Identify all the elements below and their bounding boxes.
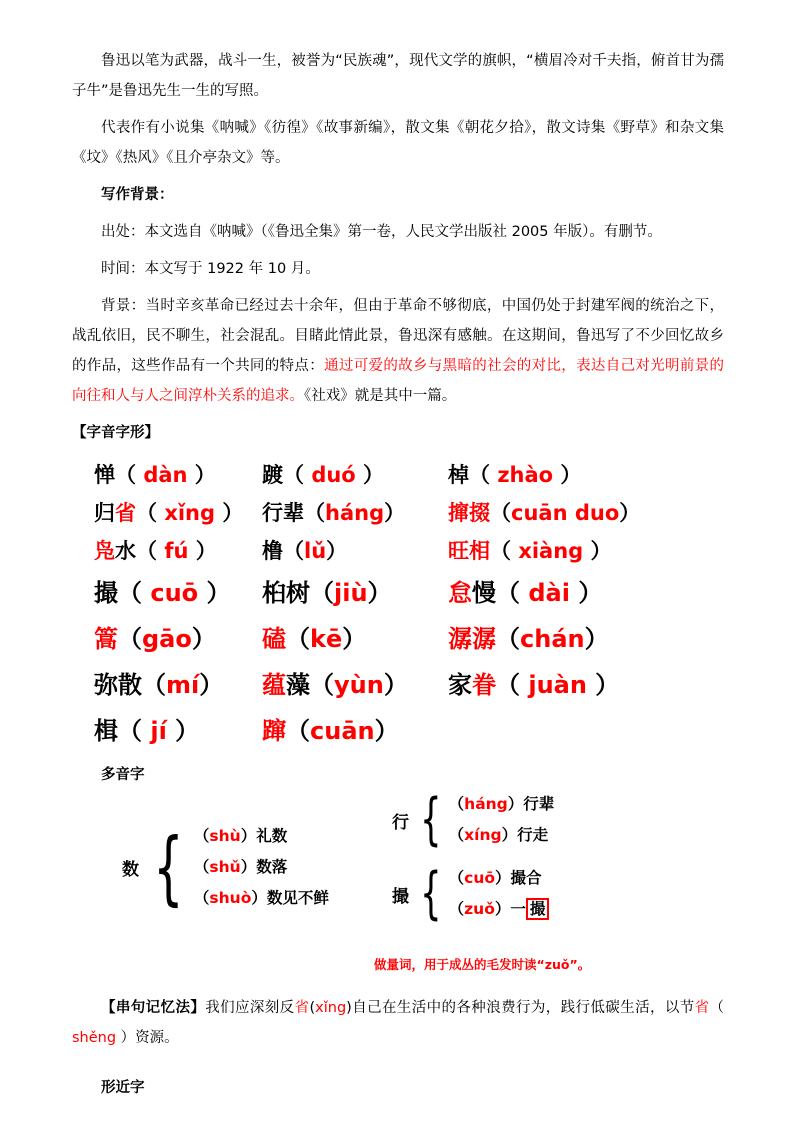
- text-segment: ）: [326, 539, 348, 563]
- text-segment: cuō: [150, 579, 199, 607]
- heading-writing-background: 写作背景：: [101, 187, 174, 203]
- text-segment: （: [193, 889, 210, 907]
- pinyin-entry: [94, 570, 262, 616]
- brace-icon: {: [153, 820, 184, 914]
- pinyin-entry: [262, 570, 448, 616]
- text-segment: xiàng: [518, 539, 584, 563]
- text-segment: 省: [694, 1000, 710, 1016]
- text-segment: xíng: [464, 826, 502, 844]
- text-segment: shěng: [72, 1030, 117, 1046]
- text-segment: ）: [191, 625, 216, 653]
- text-segment: ）: [586, 671, 620, 699]
- duoyin-lines: [194, 821, 329, 914]
- background-paragraph: [72, 291, 724, 411]
- intro-paragraph-2: 代表作有小说集《呐喊》《彷徨》《故事新编》，散文集《朝花夕拾》，散文诗集《野草》和杂文集《坟》《热风》《且介亭杂文》等。: [72, 120, 724, 166]
- text-segment: mí: [166, 671, 200, 699]
- text-segment: zhào: [497, 463, 554, 487]
- source-paragraph: 出处：本文选自《呐喊》（《鲁迅全集》第一卷，人民文学出版社 2005 年版）。有删节。: [101, 224, 662, 240]
- text-segment: shù: [209, 827, 241, 845]
- text-segment: ）: [501, 826, 518, 844]
- text-segment: （: [448, 900, 465, 918]
- text-segment: ）: [240, 858, 257, 876]
- text-segment: （: [142, 671, 166, 699]
- text-segment: ）: [188, 539, 217, 563]
- text-segment: 桕树: [262, 579, 310, 607]
- text-segment: zuǒ: [464, 900, 495, 918]
- heading-duoyinzi: 多音字: [101, 767, 145, 783]
- text-segment: ）: [355, 463, 385, 487]
- text-segment: 藻: [286, 671, 310, 699]
- text-segment: ）: [495, 869, 511, 887]
- duoyin-headchar: 撮: [392, 886, 409, 907]
- pinyin-entry: [262, 662, 448, 708]
- pinyin-grid: [72, 456, 724, 754]
- pinyin-grid-row: [94, 662, 724, 708]
- pinyin-entry: [262, 532, 448, 570]
- duoyin-group-cuo: [392, 860, 549, 926]
- text-segment: 通过可爱的故乡与黑暗的社会的对比，表达自己对光明前景的向往和人与人之间淳朴关系的追求。: [72, 358, 725, 404]
- text-segment: xǐng: [164, 501, 216, 525]
- intro-paragraph-1: 鲁迅以笔为武器，战斗一生，被誉为“民族魂”，现代文学的旗帜，“横眉冷对千夫指，俯首甘为孺子牛”是鲁迅先生一生的写照。: [72, 53, 724, 99]
- text-segment: （: [283, 463, 312, 487]
- pinyin-entry: [94, 616, 262, 662]
- text-segment: （: [283, 539, 304, 563]
- pinyin-entry: [448, 570, 602, 616]
- text-segment: 眷: [472, 671, 496, 699]
- pinyin-entry: [448, 662, 619, 708]
- pinyin-grid-row: [94, 570, 724, 616]
- boxed-character: 撮: [526, 898, 550, 920]
- text-segment: 撮合: [510, 869, 542, 887]
- duoyin-line: [194, 883, 329, 914]
- pinyin-entry: [448, 616, 609, 662]
- text-segment: 礼数: [256, 827, 288, 845]
- text-segment: dài: [528, 579, 570, 607]
- text-segment: 旺相: [448, 539, 490, 563]
- pinyin-grid-row: [94, 456, 724, 494]
- text-segment: （: [286, 625, 310, 653]
- text-segment: 数见不鲜: [266, 889, 329, 907]
- text-segment: 一: [510, 900, 526, 918]
- pinyin-entry: [94, 532, 262, 570]
- pinyin-entry: [262, 616, 448, 662]
- text-segment: （: [448, 869, 465, 887]
- duoyin-note: 做量词，用于成丛的毛发时读“zuǒ”。: [374, 957, 591, 972]
- text-segment: （: [496, 671, 529, 699]
- text-segment: háng: [464, 795, 508, 813]
- text-segment: 怠: [448, 579, 472, 607]
- text-segment: )自己在生活中的各种浪费行为，践行低碳生活，以节: [346, 1000, 695, 1016]
- text-segment: （: [448, 826, 465, 844]
- text-segment: ）: [374, 717, 399, 745]
- text-segment: 棹: [448, 463, 469, 487]
- text-segment: （: [469, 463, 498, 487]
- text-segment: xǐng: [315, 1000, 347, 1016]
- text-segment: 省: [115, 501, 136, 525]
- text-segment: 撺掇: [448, 501, 490, 525]
- text-segment: ）: [251, 889, 267, 907]
- text-segment: 归: [94, 501, 115, 525]
- chuanju-paragraph: [72, 993, 724, 1053]
- text-segment: ）: [240, 827, 257, 845]
- text-segment: ）: [187, 463, 216, 487]
- text-segment: （: [496, 625, 520, 653]
- text-segment: gāo: [142, 625, 192, 653]
- text-segment: （: [286, 717, 310, 745]
- time-paragraph: 时间：本文写于 1922 年 10 月。: [101, 261, 320, 277]
- text-segment: ）: [198, 579, 231, 607]
- duoyin-group-xing: [392, 786, 555, 852]
- text-segment: （: [136, 501, 165, 525]
- pinyin-entry: [262, 708, 448, 754]
- pinyin-entry: [448, 532, 612, 570]
- text-segment: háng: [325, 501, 385, 525]
- text-segment: jí: [150, 717, 167, 745]
- text-segment: 弥散: [94, 671, 142, 699]
- text-segment: ）: [569, 579, 603, 607]
- pinyin-entry: [448, 456, 581, 494]
- text-segment: ）: [342, 625, 367, 653]
- pinyin-entry: [262, 456, 448, 494]
- text-segment: （: [136, 539, 165, 563]
- text-segment: dàn: [143, 463, 188, 487]
- text-segment: （: [193, 827, 210, 845]
- text-segment: 撮: [94, 579, 118, 607]
- text-segment: 《社戏》就是其中一篇。: [304, 388, 457, 404]
- text-segment: 踱: [262, 463, 283, 487]
- text-segment: 水: [115, 539, 136, 563]
- text-segment: juàn: [528, 671, 587, 699]
- text-segment: 我们应深刻反: [205, 1000, 295, 1016]
- pinyin-entry: [448, 494, 640, 532]
- text-segment: 篙: [94, 625, 118, 653]
- text-segment: 橹: [262, 539, 283, 563]
- pinyin-entry: [262, 494, 448, 532]
- text-segment: 磕: [262, 625, 286, 653]
- duoyin-line: [449, 894, 550, 925]
- text-segment: cuān: [310, 717, 375, 745]
- text-segment: （: [490, 501, 511, 525]
- text-segment: （: [709, 1000, 725, 1016]
- pinyin-entry: [94, 662, 262, 708]
- heading-xingjinzi: 形近字: [101, 1080, 145, 1096]
- text-segment: （: [490, 539, 519, 563]
- duoyin-line: [449, 820, 555, 851]
- text-segment: （: [448, 795, 465, 813]
- text-segment: （: [304, 501, 325, 525]
- duoyin-group-shu: [122, 821, 329, 914]
- text-segment: ）: [584, 625, 609, 653]
- text-segment: ）: [384, 501, 406, 525]
- duoyin-line: [449, 789, 555, 820]
- text-segment: ）: [367, 579, 392, 607]
- text-segment: ）: [383, 671, 408, 699]
- heading-ziyin-zixing: 【字音字形】: [72, 425, 159, 441]
- text-segment: （: [193, 858, 210, 876]
- duoyin-lines: [449, 789, 555, 851]
- text-segment: 行辈: [262, 501, 304, 525]
- text-segment: （: [118, 717, 151, 745]
- text-segment: ）: [619, 501, 641, 525]
- text-segment: duó: [311, 463, 356, 487]
- duoyin-line: [194, 852, 329, 883]
- text-segment: shǔ: [209, 858, 241, 876]
- duoyin-lines: [449, 863, 550, 925]
- text-segment: 【串句记忆法】: [101, 1000, 206, 1016]
- text-segment: 凫: [94, 539, 115, 563]
- pinyin-entry: [94, 708, 262, 754]
- text-segment: 潺潺: [448, 625, 496, 653]
- text-segment: （: [496, 579, 529, 607]
- pinyin-grid-row: [94, 616, 724, 662]
- text-segment: ）: [494, 900, 511, 918]
- text-segment: ）: [553, 463, 582, 487]
- text-segment: lǔ: [304, 539, 327, 563]
- text-segment: （: [118, 625, 142, 653]
- text-segment: （: [310, 671, 334, 699]
- pinyin-grid-row: [94, 494, 724, 532]
- text-segment: ）: [166, 717, 200, 745]
- text-segment: （: [115, 463, 144, 487]
- text-segment: 省: [294, 1000, 310, 1016]
- duoyin-line: [449, 863, 550, 894]
- text-segment: 行辈: [523, 795, 555, 813]
- pinyin-grid-row: [94, 532, 724, 570]
- text-segment: ）: [199, 671, 224, 699]
- duoyin-headchar: 数: [122, 860, 139, 880]
- text-segment: jiù: [334, 579, 368, 607]
- text-segment: 楫: [94, 717, 118, 745]
- text-segment: 背景：当时辛亥革命已经过去十余年，但由于革命不够彻底，中国仍处于封建军阀的统治之下，战乱依旧，民不聊生，社会混乱。目睹此情此景，鲁迅深有感触。在这期间，鲁迅写了不少回忆故乡的作品，这些作品有一个共同的特点：: [72, 298, 724, 374]
- text-segment: fú: [164, 539, 189, 563]
- pinyin-entry: [94, 456, 262, 494]
- text-segment: yùn: [334, 671, 384, 699]
- brace-icon: {: [420, 786, 442, 852]
- text-segment: 惮: [94, 463, 115, 487]
- text-segment: ）: [583, 539, 612, 563]
- duoyin-line: [194, 821, 329, 852]
- text-segment: chán: [520, 625, 585, 653]
- duoyinzi-diagram: [72, 786, 724, 993]
- document-content: [72, 46, 724, 1110]
- text-segment: (: [309, 1000, 316, 1016]
- text-segment: shuò: [209, 889, 252, 907]
- text-segment: kē: [310, 625, 343, 653]
- text-segment: （: [118, 579, 151, 607]
- text-segment: 家: [448, 671, 472, 699]
- text-segment: ）资源。: [116, 1030, 179, 1046]
- text-segment: （: [310, 579, 334, 607]
- text-segment: 慢: [472, 579, 496, 607]
- text-segment: cuān duo: [511, 501, 620, 525]
- text-segment: ）: [215, 501, 244, 525]
- text-segment: 行走: [517, 826, 549, 844]
- duoyin-headchar: 行: [392, 812, 409, 833]
- brace-icon: {: [420, 860, 442, 926]
- text-segment: cuō: [464, 869, 496, 887]
- pinyin-grid-row: [94, 708, 724, 754]
- text-segment: 蹿: [262, 717, 286, 745]
- text-segment: ）: [507, 795, 524, 813]
- text-segment: 蕴: [262, 671, 286, 699]
- text-segment: 数落: [256, 858, 288, 876]
- pinyin-entry: [94, 494, 262, 532]
